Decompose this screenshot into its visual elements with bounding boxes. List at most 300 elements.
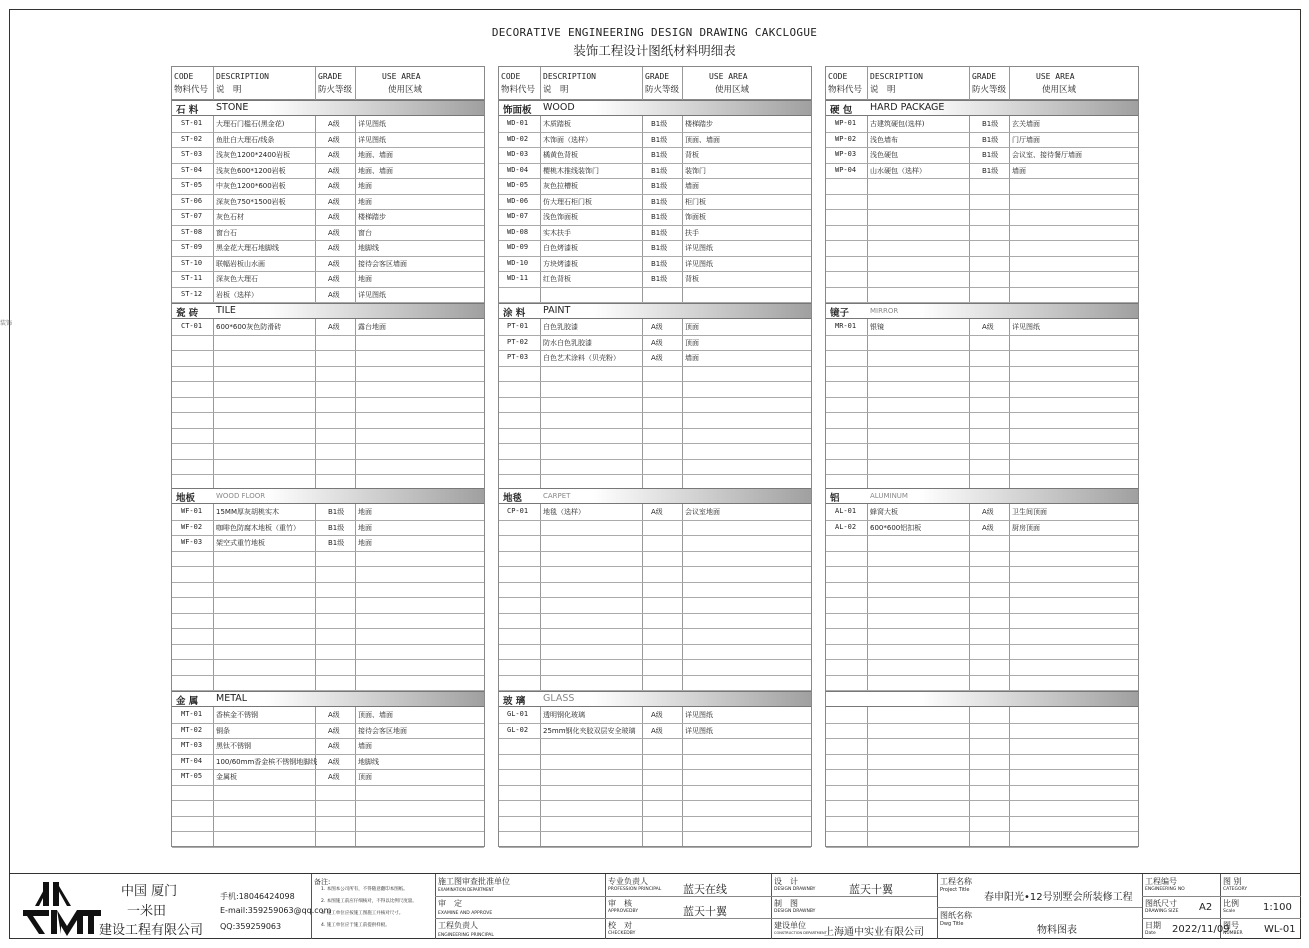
section-title-cn: 涂 料: [503, 308, 526, 319]
category-en: CATEGORY: [1223, 887, 1248, 892]
material-row: [499, 209, 811, 225]
material-row: [172, 178, 484, 194]
scale-label: 比例: [1223, 899, 1239, 908]
material-description: 15MM厚灰胡桃实木: [216, 508, 279, 516]
use-area: 地面: [358, 197, 372, 206]
fire-grade: A级: [328, 711, 340, 719]
fire-grade: A级: [651, 354, 663, 362]
use-area: 详见图纸: [685, 259, 713, 268]
eng-no-en: ENGINEERING NO: [1145, 887, 1185, 892]
material-row: [499, 256, 811, 272]
material-description: 铜条: [216, 726, 230, 735]
column-header: [172, 67, 484, 100]
material-description: 浅灰色1200*2400岩板: [216, 151, 291, 159]
use-area: 地面: [358, 182, 372, 190]
material-code: MR-01: [835, 322, 857, 330]
note-1: 1. 本图本公司所有，不得随意翻印本图纸。: [321, 887, 408, 892]
material-row: [826, 132, 1138, 148]
material-code: WD-05: [507, 181, 529, 189]
material-code: ST-02: [181, 134, 203, 143]
construction-unit-en: CONSTRUCTION DEPARTMENT: [774, 931, 827, 935]
construction-unit-name: 上海通中实业有限公司: [824, 927, 924, 938]
material-row: [499, 116, 811, 132]
header-grade-cn: 防火等级: [972, 85, 1007, 95]
review-label: 审 定: [438, 899, 462, 908]
material-code: ST-06: [181, 196, 203, 205]
material-description: 白色烤漆板: [543, 244, 578, 252]
section-header: [172, 100, 484, 116]
header-grade-en: GRADE: [645, 72, 670, 81]
category-label: 图 别: [1223, 877, 1242, 886]
use-area: 饰面板: [685, 213, 706, 221]
material-description: 白色艺术涂料（贝壳粉）: [543, 354, 620, 362]
material-code: GL-01: [507, 710, 529, 718]
use-area: 墙面: [358, 742, 372, 750]
material-row: [499, 504, 811, 520]
header-code: [174, 70, 208, 97]
fire-grade: B1级: [982, 135, 999, 144]
header-grade-cn: 防火等级: [645, 85, 680, 95]
material-row: [172, 287, 484, 303]
material-code: GL-02: [507, 725, 529, 734]
pro-principal-name: 蓝天在线: [683, 883, 727, 896]
section-title-cn: 石 料: [176, 105, 199, 116]
pro-principal-label: 专业负责人: [608, 877, 648, 886]
material-description: 木质踏板: [543, 120, 571, 128]
header-use: [699, 70, 749, 97]
design-en: DESIGN DRAWNBY: [774, 887, 816, 892]
use-area: 地面、墙面: [358, 166, 393, 175]
notes-label: 备注:: [314, 878, 331, 886]
section-header: [172, 303, 484, 319]
fire-grade: B1级: [651, 197, 668, 206]
fire-grade: A级: [328, 259, 340, 268]
header-desc: [543, 70, 596, 97]
header-code: [828, 70, 862, 97]
section-title-cn: 铝: [830, 493, 840, 504]
fire-grade: B1级: [651, 166, 668, 175]
header-use: [1026, 70, 1076, 97]
material-row: [499, 178, 811, 194]
fire-grade: B1级: [651, 182, 668, 190]
use-area: 顶面: [685, 338, 699, 347]
header-desc-en: DESCRIPTION: [543, 72, 596, 81]
section-header: [499, 488, 811, 504]
material-row: [172, 194, 484, 210]
material-row: [172, 256, 484, 272]
use-area: 背板: [685, 151, 699, 159]
note-3: 3. 施工单位应按施工图施工并核对尺寸。: [321, 911, 404, 916]
fire-grade: A级: [328, 166, 340, 175]
material-row: [172, 271, 484, 287]
use-area: 装饰门: [685, 166, 706, 175]
material-row: [499, 147, 811, 163]
eng-no-label: 工程编号: [1145, 877, 1177, 886]
company-city: 中国 厦门: [121, 884, 178, 899]
date-label-en: Date: [1145, 931, 1156, 936]
material-description: 浅色墙布: [870, 135, 898, 144]
use-area: 地面: [358, 275, 372, 283]
date-label: 日期: [1145, 921, 1161, 930]
material-description: 大理石门槛石(黑金花): [216, 120, 285, 128]
use-area: 厨房顶面: [1012, 523, 1040, 532]
use-area: 详见图纸: [358, 135, 386, 144]
section-title-cn: 瓷 砖: [176, 308, 199, 319]
size-label: 图纸尺寸: [1145, 899, 1177, 908]
date-value: 2022/11/09: [1172, 924, 1230, 935]
material-description: 600*600灰色防滑砖: [216, 323, 282, 331]
material-description: 600*600铝扣板: [870, 523, 922, 532]
use-area: 顶面: [358, 773, 372, 781]
material-code: WP-01: [835, 119, 857, 127]
company-phone: 手机:18046424098: [220, 892, 295, 901]
material-row: [826, 116, 1138, 132]
material-description: 实木扶手: [543, 228, 571, 237]
material-description: 联幅岩板山水画: [216, 259, 265, 268]
fire-grade: A级: [982, 523, 994, 532]
section-header: [172, 488, 484, 504]
material-row: [499, 163, 811, 179]
material-code: ST-05: [181, 181, 203, 189]
material-row: [172, 504, 484, 520]
fire-grade: A级: [328, 290, 340, 299]
material-row: [172, 738, 484, 754]
fire-grade: B1级: [982, 166, 999, 175]
fire-grade: A级: [328, 757, 340, 766]
company-email: E-mail:359259063@qq.com: [220, 906, 332, 915]
fire-grade: A级: [328, 323, 340, 331]
material-row: [172, 769, 484, 785]
fire-grade: B1级: [328, 508, 345, 516]
material-description: 防水白色乳胶漆: [543, 338, 592, 347]
eng-principal-label: 工程负责人: [438, 921, 478, 930]
material-description: 橘黄色背板: [543, 151, 578, 159]
material-code: WF-01: [181, 507, 203, 515]
fire-grade: A级: [328, 182, 340, 190]
use-area: 墙面: [685, 354, 699, 362]
use-area: 详见图纸: [685, 726, 713, 735]
review-label-en: EXAMINE AND APPROVE: [438, 911, 493, 916]
material-row: [499, 271, 811, 287]
fire-grade: A级: [328, 244, 340, 252]
material-description: 香槟金不锈钢: [216, 711, 258, 719]
material-code: WD-03: [507, 150, 529, 158]
section-title-cn: 硬 包: [830, 105, 853, 116]
material-code: WD-09: [507, 243, 529, 251]
fire-grade: A级: [328, 228, 340, 237]
approval-unit-en: EXAMINATION DEPARTMENT: [438, 887, 494, 892]
project-label: 工程名称: [940, 877, 972, 886]
material-code: WD-06: [507, 196, 529, 205]
material-row: [499, 707, 811, 723]
use-area: 顶面、墙面: [358, 711, 393, 719]
material-description: 金属板: [216, 773, 237, 781]
section-header: [826, 303, 1138, 319]
material-code: MT-01: [181, 710, 203, 718]
material-code: AL-01: [835, 507, 857, 515]
project-name: 春申阳光•12号别墅会所装修工程: [984, 892, 1133, 903]
material-code: MT-05: [181, 772, 203, 780]
material-description: 地毯（选样）: [543, 508, 585, 516]
use-area: 墙面: [685, 182, 699, 190]
section-title-en: PAINT: [543, 305, 571, 316]
title-block: [9, 873, 1301, 939]
use-area: 墙面: [1012, 166, 1026, 175]
material-code: WD-10: [507, 258, 529, 267]
fire-grade: A级: [328, 135, 340, 144]
section-title-en: MIRROR: [870, 307, 899, 315]
header-desc-cn: 说 明: [870, 85, 896, 95]
fire-grade: B1级: [651, 259, 668, 268]
header-code-en: CODE: [501, 72, 521, 81]
fire-grade: A级: [651, 711, 663, 719]
use-area: 背板: [685, 275, 699, 283]
material-description: 红色背板: [543, 275, 571, 283]
material-description: 古建筑硬包(选样): [870, 120, 925, 128]
material-description: 鱼肚白大理石/线条: [216, 135, 275, 144]
material-row: [172, 535, 484, 551]
section-title-en: CARPET: [543, 492, 571, 500]
fire-grade: B1级: [651, 135, 668, 144]
material-row: [172, 116, 484, 132]
material-description: 灰色拉槽板: [543, 182, 578, 190]
material-row: [826, 163, 1138, 179]
fire-grade: B1级: [651, 213, 668, 221]
title-chinese: 装饰工程设计图纸材料明细表: [573, 43, 736, 58]
material-column-3: [825, 66, 1139, 847]
section-header: [826, 691, 1138, 707]
material-code: ST-01: [181, 119, 203, 127]
checked-en: CHECKEDBY: [608, 931, 636, 936]
number-value: WL-01: [1264, 924, 1296, 935]
project-label-en: Project Title: [940, 887, 970, 893]
fire-grade: A级: [651, 508, 663, 516]
fire-grade: A级: [328, 213, 340, 221]
material-row: [172, 240, 484, 256]
drawing-name: 物料图表: [1037, 925, 1077, 936]
use-area: 详见图纸: [358, 120, 386, 128]
material-description: 蜂窝大板: [870, 508, 898, 516]
section-title-en: TILE: [216, 305, 236, 316]
header-desc-cn: 说 明: [543, 85, 569, 95]
section-header: [826, 100, 1138, 116]
use-area: 窗台: [358, 228, 372, 237]
use-area: 地面: [358, 508, 372, 516]
material-code: WD-02: [507, 134, 529, 143]
material-code: WD-04: [507, 165, 529, 174]
material-row: [499, 194, 811, 210]
size-value: A2: [1199, 902, 1213, 913]
material-row: [499, 225, 811, 241]
title-english: DECORATIVE ENGINEERING DESIGN DRAWING CAKCLOGUE: [491, 26, 818, 39]
material-row: [499, 132, 811, 148]
drawing-label-en: Dwg Title: [940, 921, 964, 927]
material-description: 银镜: [870, 323, 884, 331]
section-title-en: WOOD: [543, 102, 575, 113]
design-name: 蓝天十翼: [849, 883, 893, 896]
material-row: [172, 209, 484, 225]
company-type: 建设工程有限公司: [99, 923, 204, 938]
fire-grade: A级: [328, 151, 340, 159]
section-title-cn: 玻 璃: [503, 696, 526, 707]
header-code-cn: 物料代号: [174, 85, 209, 95]
section-title-en: STONE: [216, 102, 249, 113]
column-header: [826, 67, 1138, 100]
company-qq: QQ:359259063: [220, 922, 282, 931]
material-code: ST-07: [181, 212, 203, 220]
fire-grade: A级: [651, 323, 663, 331]
use-area: 楼梯踏步: [685, 120, 713, 128]
header-desc: [870, 70, 923, 97]
fire-grade: B1级: [328, 539, 345, 547]
material-code: ST-10: [181, 258, 203, 267]
material-description: 木饰面（选样）: [543, 135, 592, 144]
header-use-en: USE AREA: [709, 72, 748, 81]
material-description: 透明钢化玻璃: [543, 711, 585, 719]
scale-value: 1:100: [1263, 902, 1292, 913]
material-description: 白色乳胶漆: [543, 323, 578, 331]
material-description: 灰色石材: [216, 213, 244, 221]
use-area: 详见图纸: [685, 711, 713, 719]
pro-principal-en: PROFESSION PRINCIPAL: [608, 887, 662, 892]
material-code: MT-02: [181, 725, 203, 734]
section-title-en: METAL: [216, 693, 248, 704]
material-row: [172, 754, 484, 770]
approval-unit: 施工图审查批准单位: [438, 877, 510, 886]
material-row: [499, 319, 811, 335]
material-row: [172, 707, 484, 723]
material-description: 方块烤漆板: [543, 259, 578, 268]
material-code: ST-12: [181, 289, 203, 298]
header-desc-en: DESCRIPTION: [870, 72, 923, 81]
material-description: 窗台石: [216, 228, 237, 237]
material-code: ST-03: [181, 150, 203, 158]
material-row: [172, 147, 484, 163]
header-desc: [216, 70, 269, 97]
header-grade-cn: 防火等级: [318, 85, 353, 95]
material-description: 浅色硬包: [870, 151, 898, 159]
header-code-cn: 物料代号: [828, 85, 863, 95]
material-code: MT-03: [181, 741, 203, 749]
section-title-cn: 饰面板: [503, 105, 532, 116]
use-area: 地面: [358, 523, 372, 532]
note-4: 4. 施工单位应于施工前提供样板。: [321, 923, 390, 928]
approved-name: 蓝天十翼: [683, 905, 727, 918]
section-header: [172, 691, 484, 707]
material-column-2: [498, 66, 812, 847]
company-name: 一米田: [127, 904, 167, 919]
header-use-en: USE AREA: [382, 72, 421, 81]
fire-grade: A级: [328, 197, 340, 206]
use-area: 地面: [358, 539, 372, 547]
material-code: CT-01: [181, 322, 203, 330]
material-description: 浅色饰面板: [543, 213, 578, 221]
scale-label-en: Scale: [1223, 909, 1236, 914]
use-area: 地面、墙面: [358, 151, 393, 159]
fire-grade: A级: [328, 773, 340, 781]
material-code: PT-02: [507, 337, 529, 346]
material-row: [172, 163, 484, 179]
header-grade-en: GRADE: [972, 72, 997, 81]
material-row: [172, 319, 484, 335]
material-code: ST-11: [181, 274, 203, 282]
fire-grade: B1级: [982, 120, 999, 128]
side-mark: 装饰: [0, 320, 13, 327]
material-description: 樱桃木推线装饰门: [543, 166, 599, 175]
section-title-cn: 镜子: [830, 308, 850, 319]
drawing-label: 图纸名称: [940, 911, 972, 920]
material-row: [826, 319, 1138, 335]
material-code: PT-03: [507, 353, 529, 361]
construction-unit-label: 建设单位: [774, 921, 806, 930]
material-code: WF-03: [181, 538, 203, 546]
material-code: AL-02: [835, 522, 857, 531]
header-code-cn: 物料代号: [501, 85, 536, 95]
material-row: [826, 520, 1138, 536]
use-area: 地脚线: [358, 757, 379, 766]
material-code: MT-04: [181, 756, 203, 765]
material-row: [172, 225, 484, 241]
fire-grade: B1级: [651, 120, 668, 128]
use-area: 地脚线: [358, 244, 379, 252]
use-area: 顶面、墙面: [685, 135, 720, 144]
use-area: 详见图纸: [358, 290, 386, 299]
fire-grade: A级: [328, 275, 340, 283]
material-description: 浅灰色600*1200岩板: [216, 166, 286, 175]
section-title-en: GLASS: [543, 693, 575, 704]
fire-grade: B1级: [651, 228, 668, 237]
fire-grade: B1级: [328, 523, 345, 532]
material-description: 100/60mm香金槟不锈钢地脚线: [216, 757, 318, 766]
use-area: 扶手: [685, 228, 699, 237]
material-description: 中灰色1200*600岩板: [216, 182, 286, 190]
material-row: [826, 504, 1138, 520]
section-header: [826, 488, 1138, 504]
header-use-cn: 使用区域: [715, 85, 750, 95]
material-description: 山水硬包（选样）: [870, 166, 926, 175]
material-column-1: [171, 66, 485, 847]
material-description: 咖啡色防腐木地板（重竹）: [216, 523, 300, 532]
material-code: PT-01: [507, 322, 529, 330]
fire-grade: B1级: [651, 151, 668, 159]
fire-grade: B1级: [982, 151, 999, 159]
material-description: 深灰色大理石: [216, 275, 258, 283]
use-area: 详见图纸: [685, 244, 713, 252]
header-grade-en: GRADE: [318, 72, 343, 81]
material-code: WD-07: [507, 212, 529, 220]
header-code-en: CODE: [828, 72, 848, 81]
material-code: ST-04: [181, 165, 203, 174]
header-use-cn: 使用区域: [1042, 85, 1077, 95]
material-description: 岩板（选样）: [216, 290, 258, 299]
material-row: [172, 723, 484, 739]
section-title-cn: 地毯: [503, 493, 523, 504]
company-logo-icon: [21, 880, 101, 936]
material-description: 25mm钢化夹胶双层安全玻璃: [543, 726, 636, 735]
use-area: 门厅墙面: [1012, 135, 1040, 144]
material-description: 黑金花大理石地脚线: [216, 244, 279, 252]
material-description: 深灰色750*1500岩板: [216, 197, 286, 206]
header-grade: [645, 70, 679, 97]
header-desc-en: DESCRIPTION: [216, 72, 269, 81]
material-row: [172, 520, 484, 536]
material-code: CP-01: [507, 507, 529, 515]
use-area: 柜门板: [685, 197, 706, 206]
material-code: WD-01: [507, 119, 529, 127]
section-header: [499, 100, 811, 116]
material-row: [499, 335, 811, 351]
section-title-en: WOOD FLOOR: [216, 492, 266, 500]
